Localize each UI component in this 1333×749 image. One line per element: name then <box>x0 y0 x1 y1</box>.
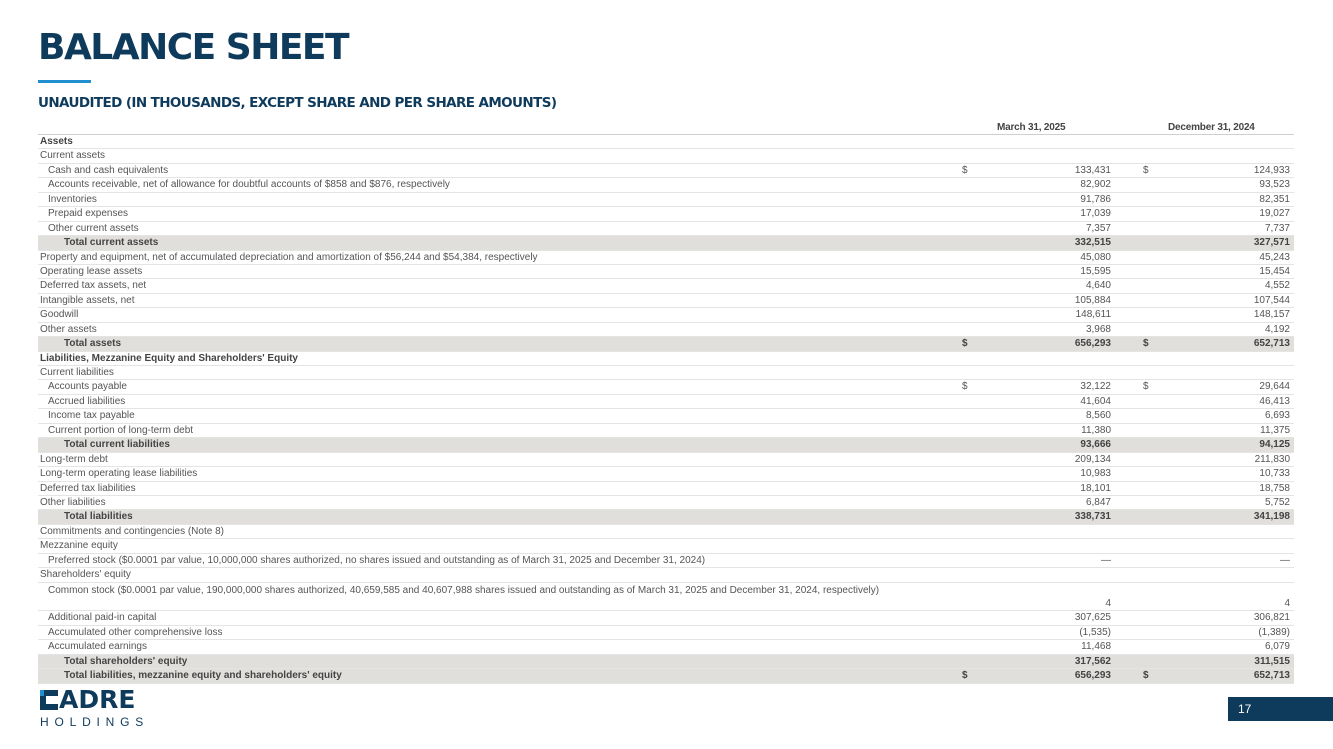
subtotal-row <box>38 669 1294 683</box>
row-label: Accumulated other comprehensive loss <box>48 626 223 638</box>
value-march-2025: 15,595 <box>1080 265 1111 277</box>
currency-march-2025: $ <box>962 381 968 393</box>
row-label: Total current liabilities <box>64 439 170 451</box>
row-label: Total shareholders' equity <box>64 655 188 667</box>
table-row <box>38 583 1294 612</box>
currency-march-2025: $ <box>962 670 968 682</box>
currency-december-2024: $ <box>1143 338 1149 350</box>
subtotal-row <box>38 510 1294 524</box>
row-label: Common stock ($0.0001 par value, 190,000,000 shares authorized, 40,659,585 and 40,607,988 shares issued and outstanding as of March 31, 2025 and December 31, 2024, respectively) <box>48 584 880 596</box>
value-march-2025: 8,560 <box>1085 410 1111 422</box>
value-march-2025: 133,431 <box>1074 164 1111 176</box>
table-row <box>38 251 1294 265</box>
table-row <box>38 626 1294 640</box>
row-label: Deferred tax liabilities <box>40 482 136 494</box>
value-december-2024: 306,821 <box>1253 612 1290 624</box>
row-label: Prepaid expenses <box>48 208 129 220</box>
currency-march-2025: $ <box>962 164 968 176</box>
value-march-2025: 332,515 <box>1074 237 1111 249</box>
value-december-2024: 6,079 <box>1264 641 1290 653</box>
table-row <box>38 193 1294 207</box>
value-march-2025: 18,101 <box>1080 482 1111 494</box>
value-december-2024: 4,192 <box>1264 323 1290 335</box>
value-december-2024: 10,733 <box>1259 468 1290 480</box>
value-march-2025: 91,786 <box>1080 193 1111 205</box>
row-label: Total current assets <box>64 237 159 249</box>
value-march-2025: — <box>1101 554 1111 566</box>
table-row <box>38 323 1294 337</box>
table-row <box>38 207 1294 221</box>
table-row <box>38 424 1294 438</box>
table-row <box>38 366 1294 380</box>
value-march-2025: 317,562 <box>1074 655 1111 667</box>
row-label: Long-term debt <box>40 453 108 465</box>
row-label: Accrued liabilities <box>48 395 126 407</box>
logo-wordmark <box>40 685 149 714</box>
value-march-2025: (1,535) <box>1079 626 1111 638</box>
value-march-2025: 11,468 <box>1081 641 1111 653</box>
subtotal-row <box>38 337 1294 351</box>
value-december-2024: 93,523 <box>1259 179 1290 191</box>
row-label: Commitments and contingencies (Note 8) <box>40 525 224 537</box>
table-row <box>38 178 1294 192</box>
value-december-2024: — <box>1280 554 1290 566</box>
value-december-2024: 15,454 <box>1259 265 1290 277</box>
value-december-2024: 124,933 <box>1253 164 1290 176</box>
row-label: Cash and cash equivalents <box>48 164 169 176</box>
currency-march-2025: $ <box>962 338 968 350</box>
row-label: Current portion of long-term debt <box>48 424 194 436</box>
value-december-2024: 311,515 <box>1254 655 1290 667</box>
row-label: Income tax payable <box>48 410 135 422</box>
value-march-2025: 82,902 <box>1080 179 1111 191</box>
table-row <box>38 611 1294 625</box>
balance-sheet-table <box>38 135 1294 684</box>
table-row <box>38 265 1294 279</box>
value-march-2025: 4 <box>1105 598 1111 610</box>
column-header-december-2024: December 31, 2024 <box>1168 122 1255 133</box>
table-row <box>38 222 1294 236</box>
row-label: Preferred stock ($0.0001 par value, 10,000,000 shares authorized, no shares issued and outstanding as of March 31, 2025 and December 31, 2024) <box>48 554 706 566</box>
value-march-2025: 148,611 <box>1075 309 1111 321</box>
row-label: Intangible assets, net <box>40 294 135 306</box>
value-march-2025: 4,640 <box>1085 280 1111 292</box>
value-march-2025: 3,968 <box>1085 323 1111 335</box>
value-december-2024: 5,752 <box>1264 496 1290 508</box>
currency-december-2024: $ <box>1143 164 1149 176</box>
value-december-2024: 4,552 <box>1264 280 1290 292</box>
row-label: Other liabilities <box>40 496 106 508</box>
table-row <box>38 568 1294 582</box>
row-label: Other assets <box>40 323 97 335</box>
value-december-2024: 19,027 <box>1259 208 1290 220</box>
value-december-2024: 652,713 <box>1253 338 1290 350</box>
value-december-2024: 11,375 <box>1260 424 1290 436</box>
value-march-2025: 209,134 <box>1074 453 1111 465</box>
value-march-2025: 656,293 <box>1074 670 1111 682</box>
value-december-2024: 18,758 <box>1259 482 1290 494</box>
subtotal-row <box>38 236 1294 250</box>
value-march-2025: 338,731 <box>1074 511 1111 523</box>
row-label: Liabilities, Mezzanine Equity and Shareholders' Equity <box>40 352 298 364</box>
row-label: Mezzanine equity <box>40 540 118 552</box>
value-march-2025: 7,357 <box>1085 222 1111 234</box>
row-label: Assets <box>40 136 73 147</box>
row-label: Accumulated earnings <box>48 641 147 653</box>
logo-c-mark-icon <box>40 690 58 710</box>
row-label: Total assets <box>64 338 122 350</box>
value-december-2024: 4 <box>1284 598 1290 610</box>
table-row <box>38 279 1294 293</box>
value-december-2024: 45,243 <box>1259 251 1290 263</box>
value-march-2025: 10,983 <box>1080 468 1111 480</box>
row-label: Inventories <box>48 193 97 205</box>
table-row <box>38 352 1294 366</box>
table-row <box>38 135 1294 149</box>
value-march-2025: 307,625 <box>1074 612 1111 624</box>
currency-december-2024: $ <box>1143 381 1149 393</box>
row-label: Operating lease assets <box>40 265 143 277</box>
value-december-2024: 6,693 <box>1264 410 1290 422</box>
row-label: Long-term operating lease liabilities <box>40 468 198 480</box>
value-december-2024: 46,413 <box>1259 395 1290 407</box>
table-row <box>38 308 1294 322</box>
table-row <box>38 149 1294 163</box>
logo-text: ADRE <box>59 685 136 714</box>
subtotal-row <box>38 655 1294 669</box>
row-label: Deferred tax assets, net <box>40 280 147 292</box>
value-december-2024: (1,389) <box>1258 626 1290 638</box>
value-march-2025: 41,604 <box>1080 395 1111 407</box>
table-row <box>38 525 1294 539</box>
value-december-2024: 7,737 <box>1264 222 1290 234</box>
page-title: BALANCE SHEET <box>38 27 349 68</box>
row-label: Other current assets <box>48 222 139 234</box>
subtotal-row <box>38 438 1294 452</box>
value-march-2025: 93,666 <box>1080 439 1111 451</box>
row-label: Accounts receivable, net of allowance for doubtful accounts of $858 and $876, respectively <box>48 179 450 191</box>
table-row <box>38 294 1294 308</box>
value-march-2025: 656,293 <box>1074 338 1111 350</box>
column-header-march-2025: March 31, 2025 <box>997 122 1066 133</box>
row-label: Shareholders' equity <box>40 569 131 581</box>
table-row <box>38 164 1294 178</box>
cadre-logo <box>40 685 150 729</box>
table-row <box>38 496 1294 510</box>
row-label: Current liabilities <box>40 367 114 378</box>
table-row <box>38 395 1294 409</box>
row-label: Current assets <box>40 150 106 162</box>
row-label: Accounts payable <box>48 381 127 393</box>
title-accent-bar <box>38 80 91 83</box>
value-december-2024: 148,157 <box>1253 309 1290 321</box>
page-subtitle: UNAUDITED (IN THOUSANDS, EXCEPT SHARE AND PER SHARE AMOUNTS) <box>38 95 557 111</box>
value-march-2025: 6,847 <box>1085 496 1111 508</box>
page-number-badge <box>1228 697 1333 721</box>
table-row <box>38 482 1294 496</box>
row-label: Total liabilities, mezzanine equity and shareholders' equity <box>64 670 342 682</box>
value-december-2024: 327,571 <box>1253 237 1290 249</box>
table-row <box>38 380 1294 394</box>
value-december-2024: 211,830 <box>1254 453 1290 465</box>
value-march-2025: 32,122 <box>1080 381 1111 393</box>
row-label: Additional paid-in capital <box>48 612 157 624</box>
value-march-2025: 11,380 <box>1081 424 1111 436</box>
table-row <box>38 554 1294 568</box>
table-row <box>38 453 1294 467</box>
value-december-2024: 82,351 <box>1259 193 1290 205</box>
value-december-2024: 107,544 <box>1253 294 1290 306</box>
page-number: 17 <box>1238 702 1252 716</box>
table-row <box>38 409 1294 423</box>
currency-december-2024: $ <box>1143 670 1149 682</box>
table-row <box>38 640 1294 654</box>
value-december-2024: 29,644 <box>1259 381 1290 393</box>
value-march-2025: 45,080 <box>1080 251 1111 263</box>
row-label: Goodwill <box>40 309 79 321</box>
value-december-2024: 652,713 <box>1253 670 1290 682</box>
row-label: Total liabilities <box>64 511 133 523</box>
value-march-2025: 105,884 <box>1074 294 1111 306</box>
table-row <box>38 539 1294 553</box>
table-row <box>38 467 1294 481</box>
row-label: Property and equipment, net of accumulated depreciation and amortization of $56,244 and $54,384, respectively <box>40 251 538 263</box>
value-march-2025: 17,039 <box>1080 208 1111 220</box>
value-december-2024: 94,125 <box>1259 439 1290 451</box>
logo-subtext: HOLDINGS <box>40 715 150 729</box>
value-december-2024: 341,198 <box>1253 511 1290 523</box>
